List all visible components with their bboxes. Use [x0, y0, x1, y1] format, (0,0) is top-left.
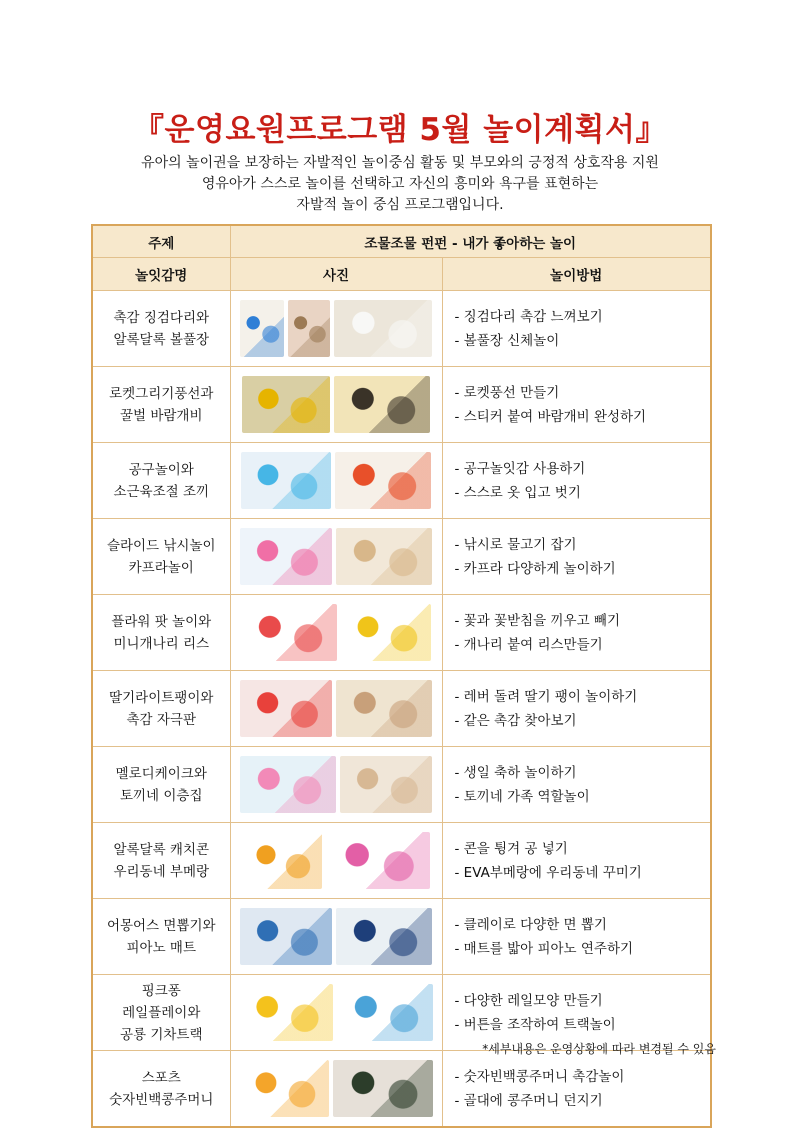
play-method-line: - 숫자빈백콩주머니 촉감놀이 — [454, 1068, 625, 1085]
footnote: *세부내용은 운영상황에 따라 변경될 수 있음 — [482, 1042, 716, 1056]
toy-name-line: 꿀벌 바람개비 — [119, 407, 203, 424]
toy-photo — [340, 756, 432, 813]
play-method-cell — [442, 443, 711, 519]
table-row — [92, 519, 711, 595]
toy-photo — [241, 604, 337, 661]
toy-name-cell — [92, 367, 230, 443]
table-row — [92, 823, 711, 899]
play-method-line: - 볼풀장 신체놀이 — [454, 332, 560, 349]
table-row — [92, 291, 711, 367]
photo-cell — [230, 899, 442, 975]
play-method-cell — [442, 747, 711, 823]
toy-photo — [288, 300, 330, 357]
play-method-line: - 다양한 레일모양 만들기 — [454, 992, 603, 1009]
table-body — [92, 291, 711, 1128]
toy-photo — [242, 376, 330, 433]
play-method-line: - 낚시로 물고기 잡기 — [454, 536, 577, 553]
toy-name-cell — [92, 671, 230, 747]
page-title: 『운영요원프로그램 5월 놀이계획서』 — [133, 112, 667, 148]
play-method-line: - 스티커 붙여 바람개비 완성하기 — [454, 408, 647, 425]
play-method-cell — [442, 823, 711, 899]
toy-photo — [240, 528, 332, 585]
play-method-line: - EVA부메랑에 우리동네 꾸미기 — [454, 864, 642, 881]
play-method-cell — [442, 899, 711, 975]
toy-name-cell — [92, 823, 230, 899]
toy-name-line: 토끼네 이층집 — [119, 787, 203, 804]
toy-name-line: 촉감 징검다리와 — [113, 309, 210, 326]
intro-line: 자발적 놀이 중심 프로그램입니다. — [296, 197, 504, 213]
toy-name-line: 피아노 매트 — [126, 939, 196, 956]
play-method-line: - 레버 돌려 딸기 팽이 놀이하기 — [454, 688, 638, 705]
toy-photo — [239, 984, 333, 1041]
toy-name-line: 레일플레이와 — [122, 1004, 201, 1021]
toy-photo — [336, 528, 432, 585]
play-method-cell — [442, 367, 711, 443]
play-method-cell — [442, 519, 711, 595]
toy-name-cell — [92, 975, 230, 1051]
play-method-line: - 카프라 다양하게 놀이하기 — [454, 560, 616, 577]
toy-name-line: 플라워 팟 놀이와 — [111, 613, 212, 630]
theme-label: 주제 — [92, 225, 230, 258]
play-method-line: - 버튼을 조작하여 트랙놀이 — [454, 1016, 616, 1033]
table-row — [92, 367, 711, 443]
photo-cell — [230, 595, 442, 671]
toy-photo — [240, 908, 332, 965]
toy-name-cell — [92, 519, 230, 595]
col-header-name: 놀잇감명 — [92, 258, 230, 291]
table-row — [92, 595, 711, 671]
toy-photo — [241, 452, 331, 509]
table-row — [92, 1051, 711, 1128]
toy-name-line: 촉감 자극판 — [126, 711, 196, 728]
play-method-line: - 골대에 콩주머니 던지기 — [454, 1092, 603, 1109]
toy-photo — [242, 832, 322, 889]
toy-name-cell — [92, 291, 230, 367]
play-method-cell — [442, 671, 711, 747]
toy-name-line: 소근육조절 조끼 — [113, 483, 210, 500]
toy-name-line: 알록달록 볼풀장 — [113, 331, 210, 348]
play-method-cell — [442, 1051, 711, 1128]
play-method-line: - 생일 축하 놀이하기 — [454, 764, 577, 781]
table-row — [92, 899, 711, 975]
toy-name-line: 공룡 기차트랙 — [119, 1026, 203, 1043]
toy-name-cell — [92, 443, 230, 519]
play-method-cell — [442, 595, 711, 671]
toy-photo — [334, 376, 430, 433]
toy-name-line: 알록달록 캐치콘 — [113, 841, 210, 858]
play-method-line: - 클레이로 다양한 면 뽑기 — [454, 916, 607, 933]
play-method-line: - 스스로 옷 입고 벗기 — [454, 484, 581, 501]
toy-name-line: 카프라놀이 — [128, 559, 194, 576]
toy-name-cell — [92, 899, 230, 975]
toy-photo — [341, 604, 431, 661]
photo-cell — [230, 975, 442, 1051]
toy-name-cell — [92, 1051, 230, 1128]
photo-cell — [230, 291, 442, 367]
intro-line: 영유아가 스스로 놀이를 선택하고 자신의 흥미와 욕구를 표현하는 — [201, 176, 599, 192]
toy-photo — [333, 1060, 433, 1117]
toy-name-line: 슬라이드 낚시놀이 — [106, 537, 216, 554]
toy-name-line: 핑크퐁 — [141, 982, 181, 999]
toy-name-line: 스포츠 — [141, 1069, 181, 1086]
toy-name-cell — [92, 747, 230, 823]
table-row — [92, 443, 711, 519]
intro-text — [0, 153, 800, 216]
play-method-line: - 매트를 밟아 피아노 연주하기 — [454, 940, 634, 957]
toy-photo — [240, 680, 332, 737]
column-header-row — [92, 258, 711, 291]
play-method-line: - 같은 촉감 찾아보기 — [454, 712, 577, 729]
play-plan-table — [91, 224, 712, 1128]
toy-photo — [240, 300, 284, 357]
photo-cell — [230, 823, 442, 899]
play-method-line: - 공구놀잇감 사용하기 — [454, 460, 586, 477]
toy-name-line: 우리동네 부메랑 — [113, 863, 210, 880]
play-method-line: - 개나리 붙여 리스만들기 — [454, 636, 603, 653]
toy-name-line: 공구놀이와 — [128, 461, 194, 478]
toy-name-line: 딸기라이트팽이와 — [109, 689, 214, 706]
play-method-line: - 로켓풍선 만들기 — [454, 384, 560, 401]
toy-name-line: 숫자빈백콩주머니 — [109, 1091, 214, 1108]
toy-name-line: 로켓그리기풍선과 — [109, 385, 214, 402]
toy-photo — [335, 452, 431, 509]
toy-photo — [336, 908, 432, 965]
photo-cell — [230, 1051, 442, 1128]
col-header-photo: 사진 — [230, 258, 442, 291]
toy-photo — [334, 300, 432, 357]
toy-photo — [240, 756, 336, 813]
play-method-line: - 콘을 튕겨 공 넣기 — [454, 840, 568, 857]
play-method-line: - 징검다리 촉감 느껴보기 — [454, 308, 603, 325]
photo-cell — [230, 443, 442, 519]
play-method-line: - 토끼네 가족 역할놀이 — [454, 788, 590, 805]
toy-name-line: 미니개나리 리스 — [113, 635, 210, 652]
table-row — [92, 747, 711, 823]
theme-value: 조물조물 펀펀 - 내가 좋아하는 놀이 — [230, 225, 711, 258]
toy-photo — [326, 832, 430, 889]
photo-cell — [230, 747, 442, 823]
photo-cell — [230, 367, 442, 443]
toy-photo — [239, 1060, 329, 1117]
toy-name-line: 어몽어스 면뽑기와 — [106, 917, 216, 934]
toy-photo — [336, 680, 432, 737]
photo-cell — [230, 671, 442, 747]
col-header-howto: 놀이방법 — [442, 258, 711, 291]
play-method-line: - 꽃과 꽃받침을 끼우고 빼기 — [454, 612, 620, 629]
toy-name-cell — [92, 595, 230, 671]
photo-cell — [230, 519, 442, 595]
toy-photo — [337, 984, 433, 1041]
play-method-cell — [442, 291, 711, 367]
theme-row — [92, 225, 711, 258]
intro-line: 유아의 놀이권을 보장하는 자발적인 놀이중심 활동 및 부모와의 긍정적 상호작용 지원 — [141, 155, 659, 171]
table-row — [92, 671, 711, 747]
toy-name-line: 멜로디케이크와 — [115, 765, 207, 782]
